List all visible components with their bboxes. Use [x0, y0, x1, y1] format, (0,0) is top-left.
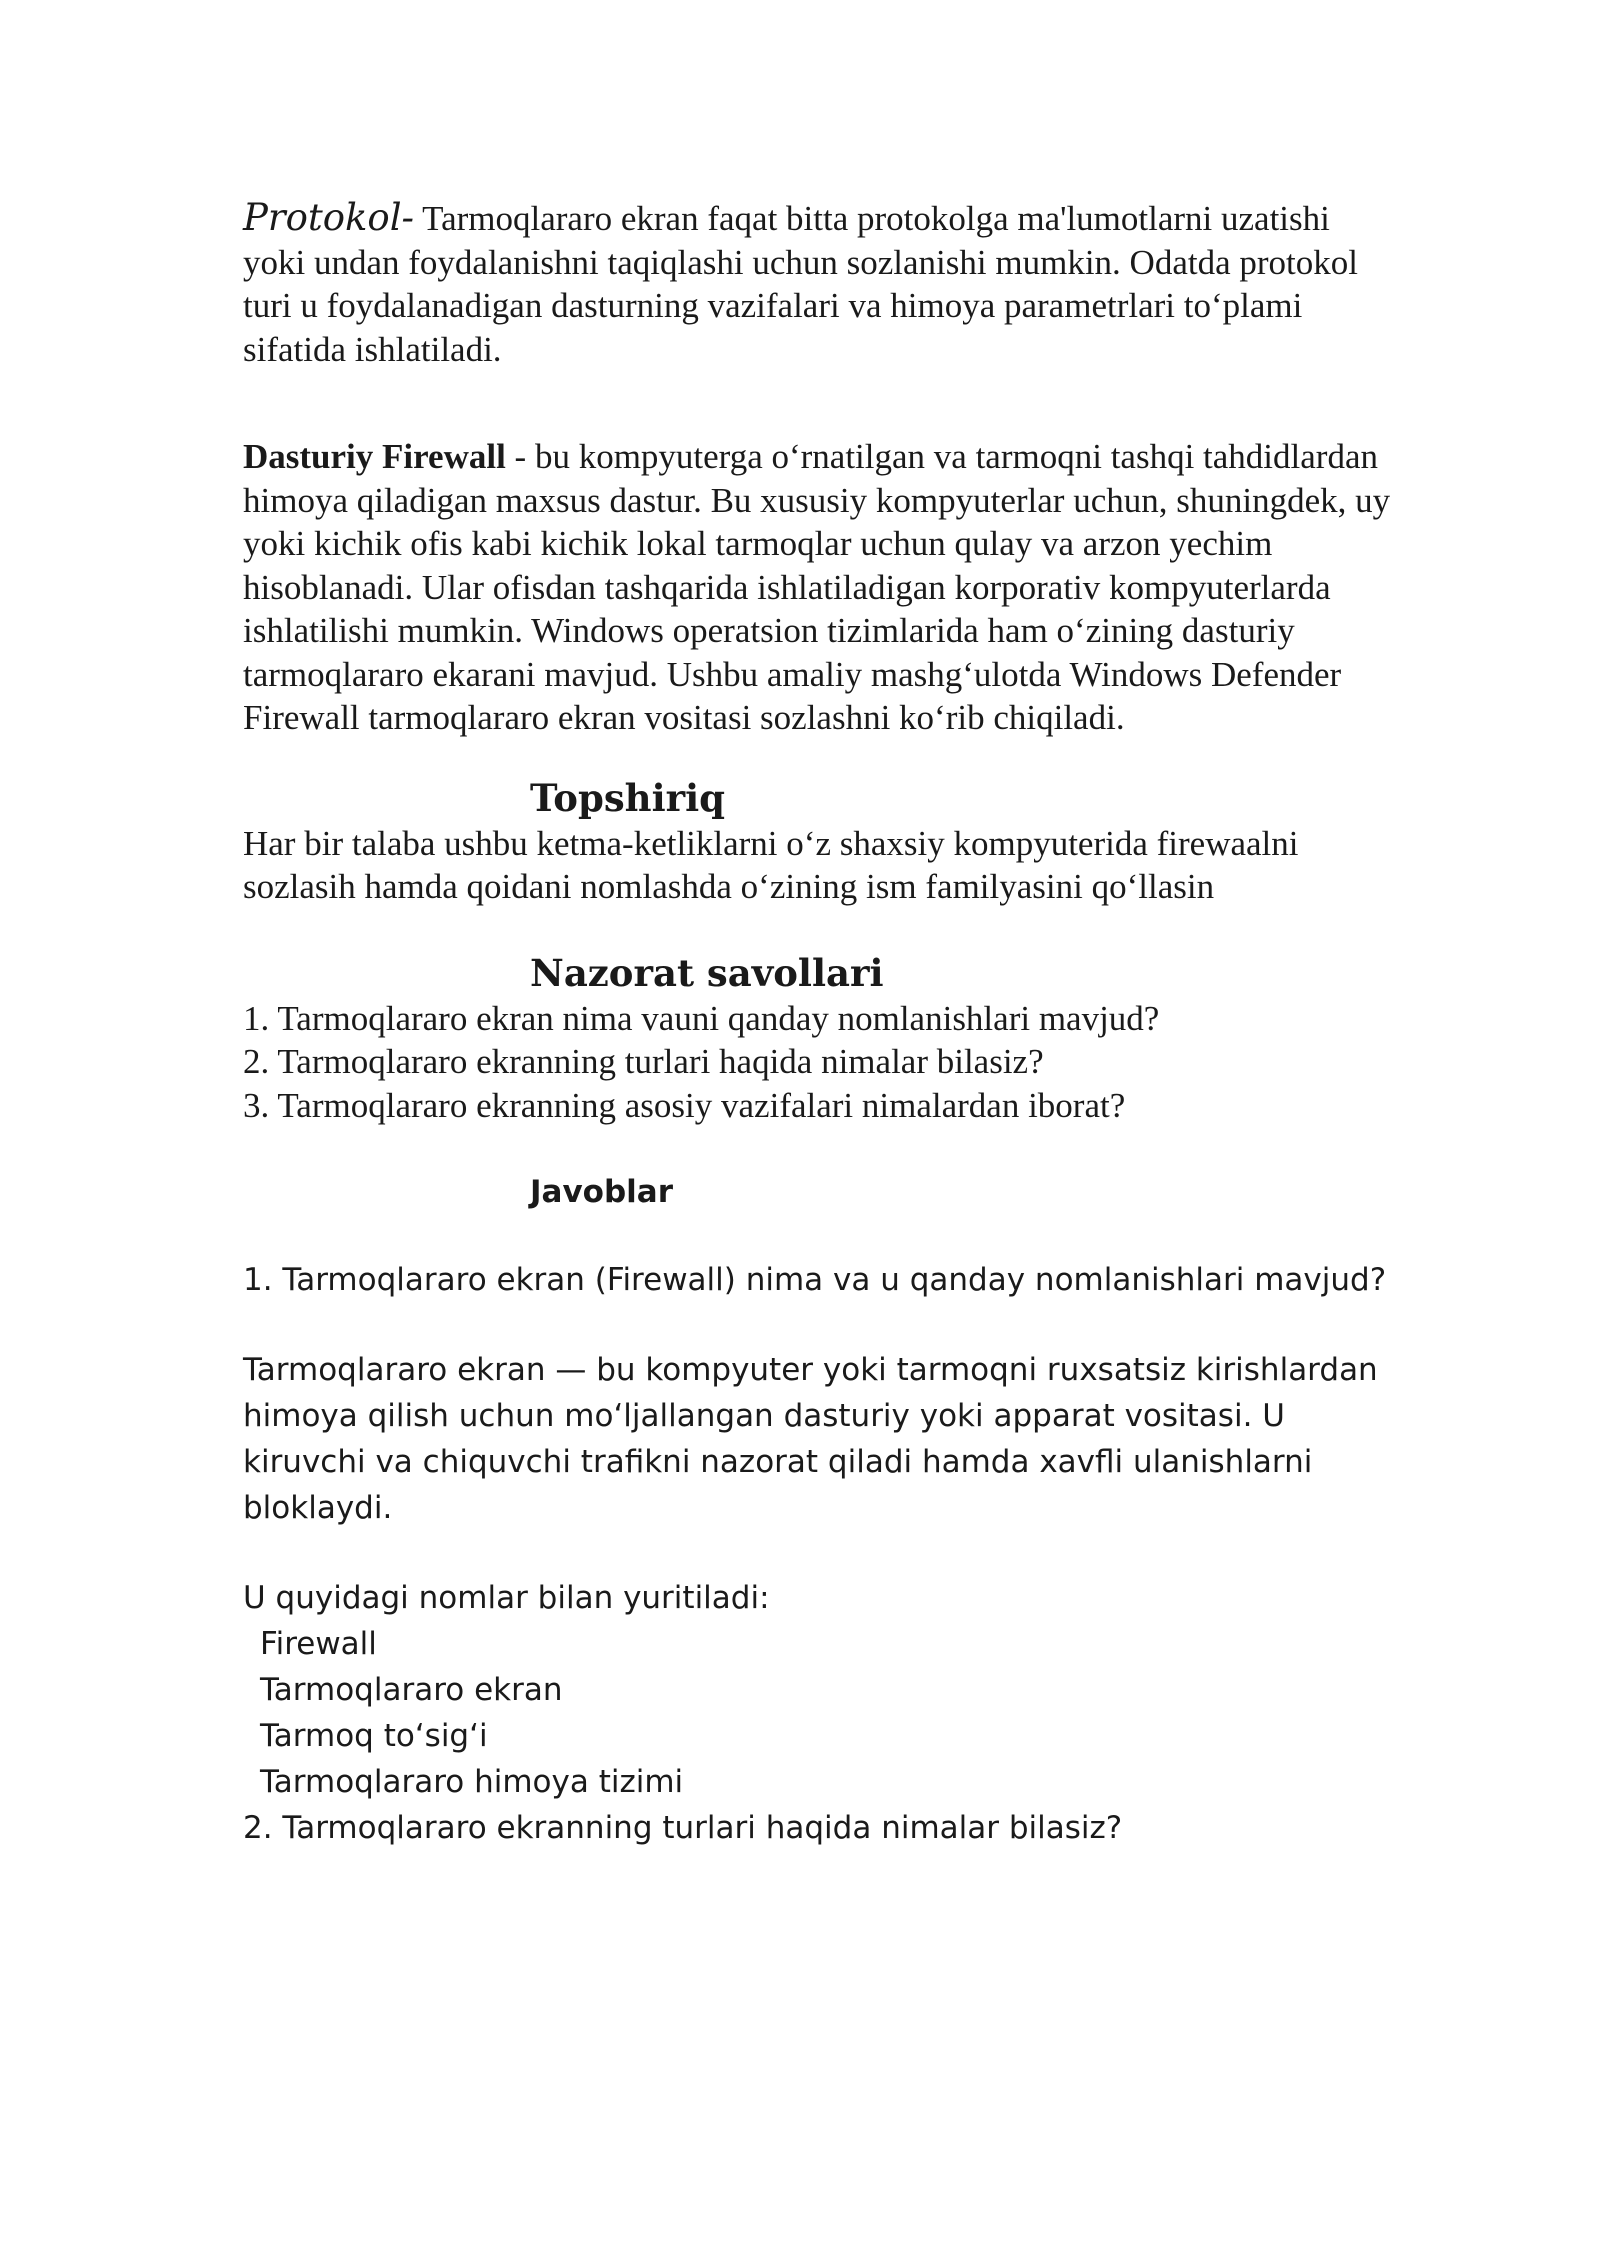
control-questions-heading: Nazorat savollari [530, 950, 884, 995]
protocol-term: Protokol- [243, 196, 415, 239]
names-list [243, 1621, 1393, 1805]
answer-text-1: Tarmoqlararo ekran — bu kompyuter yoki tarmoqni ruxsatsiz kirishlardan himoya qilish uchun mo‘ljallangan dasturiy yoki apparat vositasi. U kiruvchi va chiquvchi trafikni nazorat qiladi hamda xavfli ulanishlarni bloklaydi. [243, 1352, 1378, 1526]
software-firewall-text: - bu kompyuterga o‘rnatilgan va tarmoqni tashqi tahdidlardan himoya qiladigan maxsus dastur. Bu xususiy kompyuterlar uchun, shuningdek, uy yoki kichik ofis kabi kichik lokal tarmoqlar uchun qulay va arzon yechim hisoblanadi. Ular ofisdan tashqarida ishlatiladigan korporativ kompyuterlarda ishlatilishi mumkin. Windows operatsion tizimlarida ham o‘zining dasturiy tarmoqlararo ekarani mavjud. Ushbu amaliy mashg‘ulotda Windows Defender Firewall tarmoqlararo ekran vositasi sozlashni ko‘rib chiqiladi. [243, 437, 1391, 737]
software-firewall-paragraph [243, 435, 1393, 740]
task-text: Har bir talaba ushbu ketma-ketliklarni o‘z shaxsiy kompyuterida firewaalni sozlasih hamda qoidani nomlashda o‘zining ism familyasini qo‘llasin [243, 823, 1299, 906]
names-intro: U quyidagi nomlar bilan yuritiladi: [243, 1580, 770, 1616]
list-item: Tarmoq to‘sig‘i [260, 1718, 488, 1754]
protocol-paragraph [243, 196, 1393, 371]
answer-question-2: 2. Tarmoqlararo ekranning turlari haqida nimalar bilasiz? [243, 1810, 1123, 1846]
list-item: 2. Tarmoqlararo ekranning turlari haqida nimalar bilasiz? [243, 1042, 1044, 1081]
control-questions-list [243, 997, 1393, 1128]
software-firewall-term: Dasturiy Firewall [243, 437, 506, 476]
list-item: Tarmoqlararo ekran [260, 1672, 563, 1708]
answer-question-1: 1. Tarmoqlararo ekran (Firewall) nima va u qanday nomlanishlari mavjud? [243, 1262, 1387, 1298]
document-content [243, 196, 1393, 1851]
list-item: Tarmoqlararo himoya tizimi [260, 1764, 684, 1800]
list-item: Firewall [260, 1626, 377, 1662]
task-heading: Topshiriq [530, 775, 726, 820]
list-item: 3. Tarmoqlararo ekranning asosiy vazifalari nimalardan iborat? [243, 1085, 1126, 1125]
list-item: 1. Tarmoqlararo ekran nima vauni qanday nomlanishlari mavjud? [243, 998, 1160, 1038]
protocol-text: Tarmoqlararo ekran faqat bitta protokolga ma'lumotlarni uzatishi yoki undan foydalanishni taqiqlashi uchun sozlanishi mumkin. Odatda protokol turi u foydalanadigan dasturning vazifalari va himoya parametrlari to‘plami sifatida ishlatiladi. [243, 199, 1358, 369]
answers-heading: Javoblar [530, 1174, 673, 1210]
